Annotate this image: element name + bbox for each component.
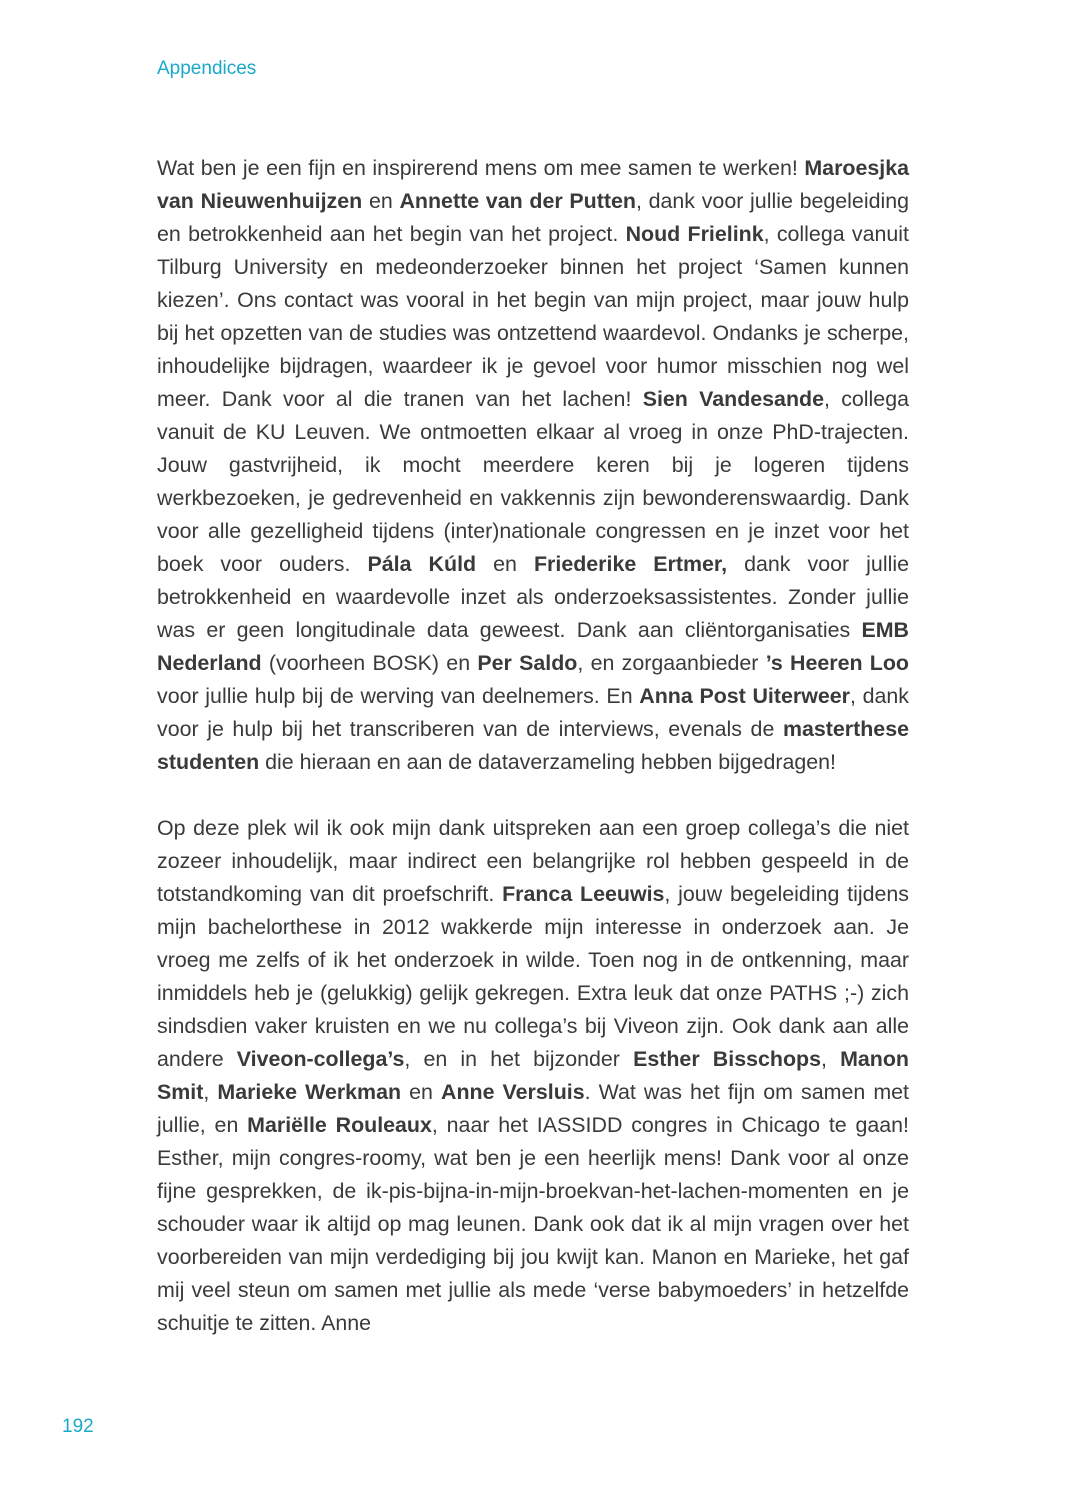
text-run: . Wat was het fijn om samen met jullie, en bbox=[157, 1080, 909, 1137]
org-emb: EMB Nederland bbox=[157, 618, 909, 675]
text-run: , naar het IASSIDD congres in Chicago te gaan! Esther, mijn congres-roomy, wat ben je een heerlijk mens! Dank voor al onze fijne gesprekken, de ik-pis-bijna-in-mijn-broekvan-het-lachen-momenten en je schouder waar ik altijd op mag leunen. Dank ook dat ik al mijn vragen over het voorbereiden van mijn verdediging bij jou kwijt kan. Manon en Marieke, het gaf mij veel steun om samen met jullie als mede ‘verse babymoeders’ in hetzelfde schuitje te zitten. Anne bbox=[157, 1113, 909, 1335]
text-run: die hieraan en aan de dataverzameling hebben bijgedragen! bbox=[259, 750, 836, 774]
name-anne: Anne Versluis bbox=[441, 1080, 585, 1104]
page-number: 192 bbox=[62, 1416, 94, 1437]
name-marielle: Mariëlle Rouleaux bbox=[247, 1113, 432, 1137]
group-masterthese: masterthese studenten bbox=[157, 717, 909, 774]
text-run: Op deze plek wil ik ook mijn dank uitspreken aan een groep collega’s die niet zozeer inhoudelijk, maar indirect een belangrijke rol hebben gespeeld in de totstandkoming van dit proefschrift. bbox=[157, 816, 909, 906]
name-annette: Annette van der Putten bbox=[399, 189, 636, 213]
name-esther: Esther Bisschops bbox=[633, 1047, 821, 1071]
name-pala: Pála Kúld bbox=[367, 552, 477, 576]
name-franca: Franca Leeuwis bbox=[502, 882, 665, 906]
name-noud: Noud Frielink bbox=[625, 222, 764, 246]
text-run: en bbox=[476, 552, 534, 576]
org-per-saldo: Per Saldo bbox=[477, 651, 578, 675]
text-run: , en zorgaanbieder bbox=[577, 651, 766, 675]
name-friederike: Friederike Ertmer, bbox=[533, 552, 728, 576]
text-run: , bbox=[203, 1080, 218, 1104]
text-run: , collega vanuit Tilburg University en medeonderzoeker binnen het project ‘Samen kunnen kiezen’. Ons contact was vooral in het begin van mijn project, maar jouw hulp bij het opzetten van de studies was ontzettend waardevol. Ondanks je scherpe, inhoudelijke bijdragen, waardeer ik je gevoel voor humor misschien nog wel meer. Dank voor al die tranen van het lachen! bbox=[157, 222, 909, 411]
text-run: , jouw begeleiding tijdens mijn bachelorthese in 2012 wakkerde mijn interesse in onderzoek aan. Je vroeg me zelfs of ik het onderzoek in wilde. Toen nog in de ontkenning, maar inmiddels heb je (gelukkig) gelijk gekregen. Extra leuk dat onze PATHS ;-) zich sindsdien vaker kruisten en we nu collega’s bij Viveon zijn. Ook dank aan alle andere bbox=[157, 882, 909, 1071]
text-run: , bbox=[820, 1047, 841, 1071]
text-run: , dank voor je hulp bij het transcriberen van de interviews, evenals de bbox=[157, 684, 909, 741]
text-run: voor jullie hulp bij de werving van deelnemers. En bbox=[157, 684, 640, 708]
text-run: dank voor jullie betrokkenheid en waardevolle inzet als onderzoeksassistentes. Zonder jullie was er geen longitudinale data geweest. Dank aan cliëntorganisaties bbox=[157, 552, 909, 642]
name-sien: Sien Vandesande bbox=[642, 387, 824, 411]
text-run: Wat ben je een fijn en inspirerend mens om mee samen te werken! bbox=[157, 156, 805, 180]
body-text bbox=[157, 152, 909, 1340]
running-header: Appendices bbox=[157, 58, 257, 79]
text-run: , collega vanuit de KU Leuven. We ontmoetten elkaar al vroeg in onze PhD-trajecten. Jouw gastvrijheid, ik mocht meerdere keren bij je logeren tijdens werkbezoeken, je gedrevenheid en vakkennis zijn bewonderenswaardig. Dank voor alle gezelligheid tijdens (inter)nationale congressen en je inzet voor het boek voor ouders. bbox=[157, 387, 910, 576]
name-manon: Manon Smit bbox=[157, 1047, 909, 1104]
name-maroesjka: Maroesjka van Nieuwenhuijzen bbox=[157, 156, 909, 213]
text-run: (voorheen BOSK) en bbox=[261, 651, 478, 675]
text-run: en bbox=[401, 1080, 441, 1104]
paragraph-2 bbox=[157, 812, 909, 1340]
org-heeren-loo: ’s Heeren Loo bbox=[765, 651, 909, 675]
text-run: , dank voor jullie begeleiding en betrokkenheid aan het begin van het project. bbox=[157, 189, 910, 246]
name-marieke: Marieke Werkman bbox=[217, 1080, 402, 1104]
group-viveon: Viveon-collega’s bbox=[236, 1047, 405, 1071]
text-run: en bbox=[362, 189, 400, 213]
text-run: , en in het bijzonder bbox=[404, 1047, 634, 1071]
paragraph-1 bbox=[157, 152, 909, 779]
name-anna: Anna Post Uiterweer bbox=[639, 684, 850, 708]
